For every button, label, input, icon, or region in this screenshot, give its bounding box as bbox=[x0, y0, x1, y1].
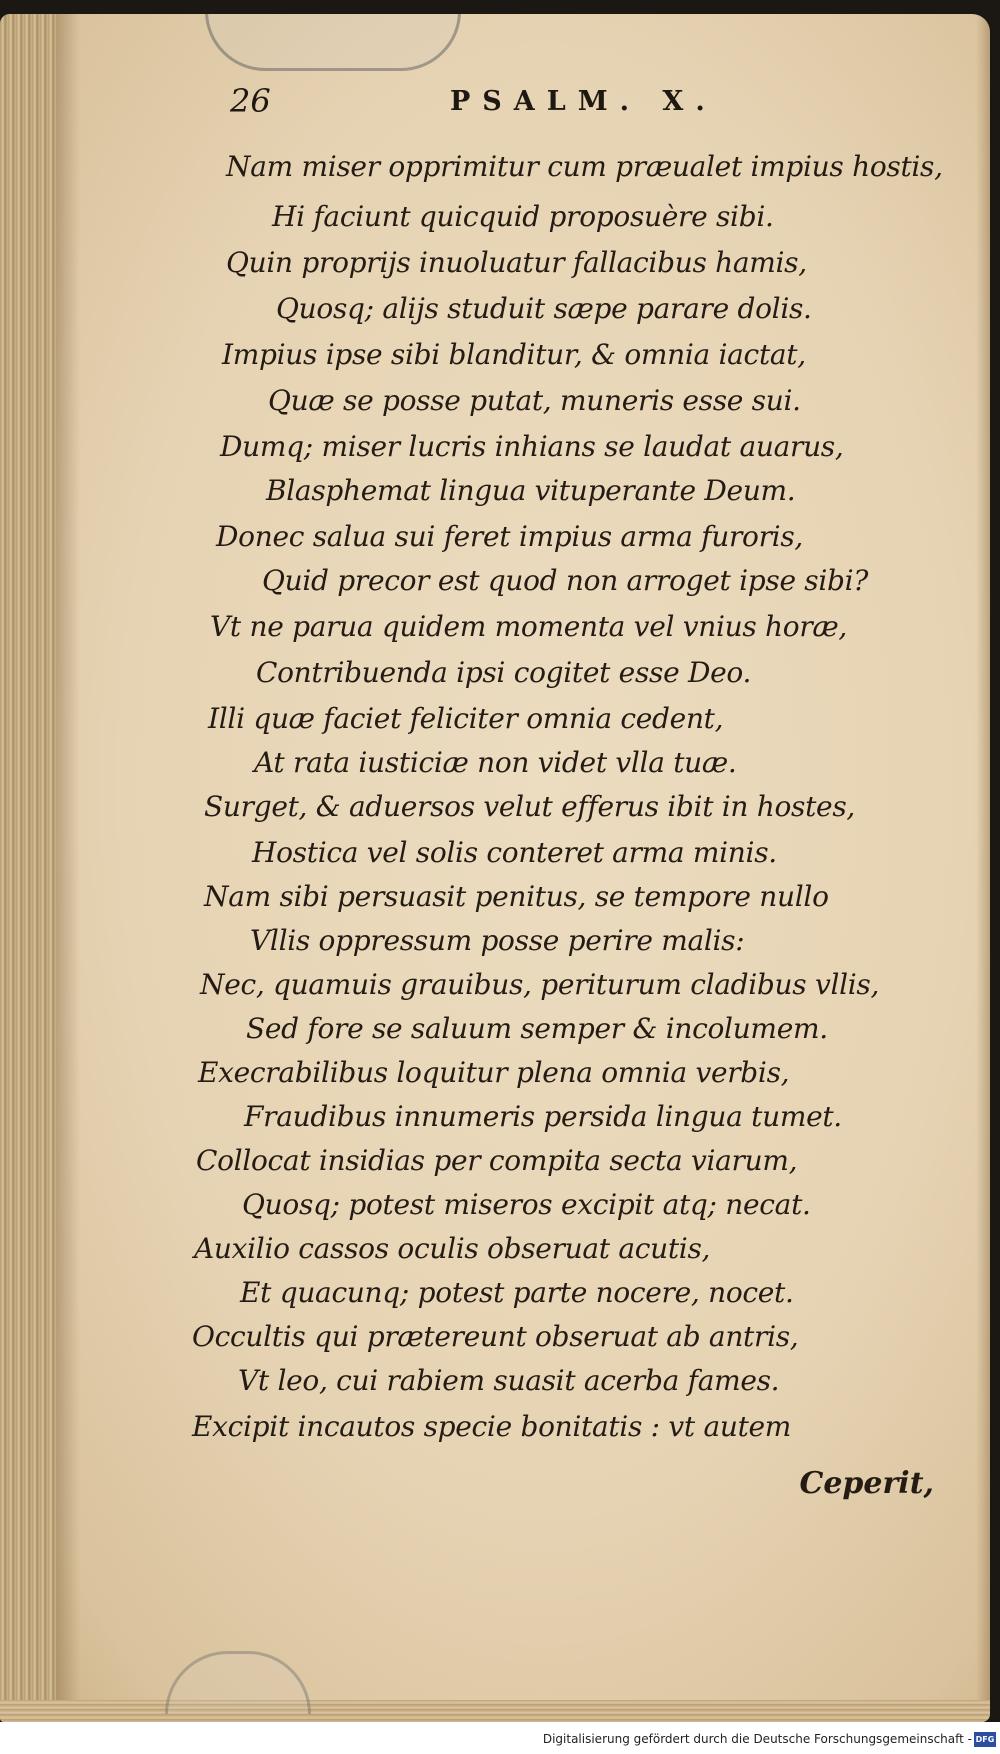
verse-line: Dumq; miser lucris inhians se laudat auarus, bbox=[220, 430, 844, 463]
verse-line: Occultis qui prætereunt obseruat ab antris, bbox=[192, 1320, 799, 1353]
verse-line: Et quacunq; potest parte nocere, nocet. bbox=[240, 1276, 794, 1309]
verse-line: Execrabilibus loquitur plena omnia verbis, bbox=[198, 1056, 790, 1089]
verse-line: Nam miser opprimitur cum præualet impius hostis, bbox=[226, 150, 943, 183]
verse-line: Vt leo, cui rabiem suasit acerba fames. bbox=[238, 1364, 780, 1397]
verse-line: Vt ne parua quidem momenta vel vnius horæ, bbox=[210, 610, 848, 643]
verse-line: Nec, quamuis grauibus, periturum cladibus vllis, bbox=[200, 968, 880, 1001]
verse-line: At rata iusticiæ non videt vlla tuæ. bbox=[254, 746, 737, 779]
verse-line: Collocat insidias per compita secta viarum, bbox=[196, 1144, 798, 1177]
verse-line: Vllis oppressum posse perire malis: bbox=[250, 924, 745, 957]
digitization-footer bbox=[0, 1722, 1000, 1754]
verse-line: Contribuenda ipsi cogitet esse Deo. bbox=[256, 656, 752, 689]
verse-line: Sed fore se saluum semper & incolumem. bbox=[246, 1012, 828, 1045]
verse-line: Illi quæ faciet feliciter omnia cedent, bbox=[208, 702, 724, 735]
running-head: PSALM. X. bbox=[450, 86, 717, 117]
verse-line: Quæ se posse putat, muneris esse sui. bbox=[268, 384, 801, 417]
verse-line: Blasphemat lingua vituperante Deum. bbox=[266, 474, 796, 507]
verse-line: Surget, & aduersos velut efferus ibit in hostes, bbox=[204, 790, 855, 823]
verse-line: Auxilio cassos oculis obseruat acutis, bbox=[194, 1232, 711, 1265]
verse-line: Excipit incautos specie bonitatis : vt autem bbox=[192, 1410, 792, 1443]
verse-line: Fraudibus innumeris persida lingua tumet. bbox=[244, 1100, 842, 1133]
verse-line: Quid precor est quod non arroget ipse sibi? bbox=[262, 564, 869, 597]
catchword: Ceperit, bbox=[799, 1466, 934, 1501]
verse-line: Hostica vel solis conteret arma minis. bbox=[252, 836, 777, 869]
funding-credit: Digitalisierung gefördert durch die Deutsche Forschungsgemeinschaft - bbox=[542, 1732, 972, 1746]
page-number: 26 bbox=[230, 82, 271, 120]
verse-line: Hi faciunt quicquid proposuère sibi. bbox=[272, 200, 774, 233]
verse-line: Quosq; alijs studuit sæpe parare dolis. bbox=[276, 292, 812, 325]
verse-line: Nam sibi persuasit penitus, se tempore nullo bbox=[204, 880, 829, 913]
verse-line: Quin proprijs inuoluatur fallacibus hamis, bbox=[226, 246, 807, 279]
dfg-logo: DFG bbox=[974, 1732, 996, 1747]
verse-line: Impius ipse sibi blanditur, & omnia iactat, bbox=[222, 338, 806, 371]
verse-line: Donec salua sui feret impius arma furoris, bbox=[216, 520, 803, 553]
verse-line: Quosq; potest miseros excipit atq; necat. bbox=[242, 1188, 811, 1221]
